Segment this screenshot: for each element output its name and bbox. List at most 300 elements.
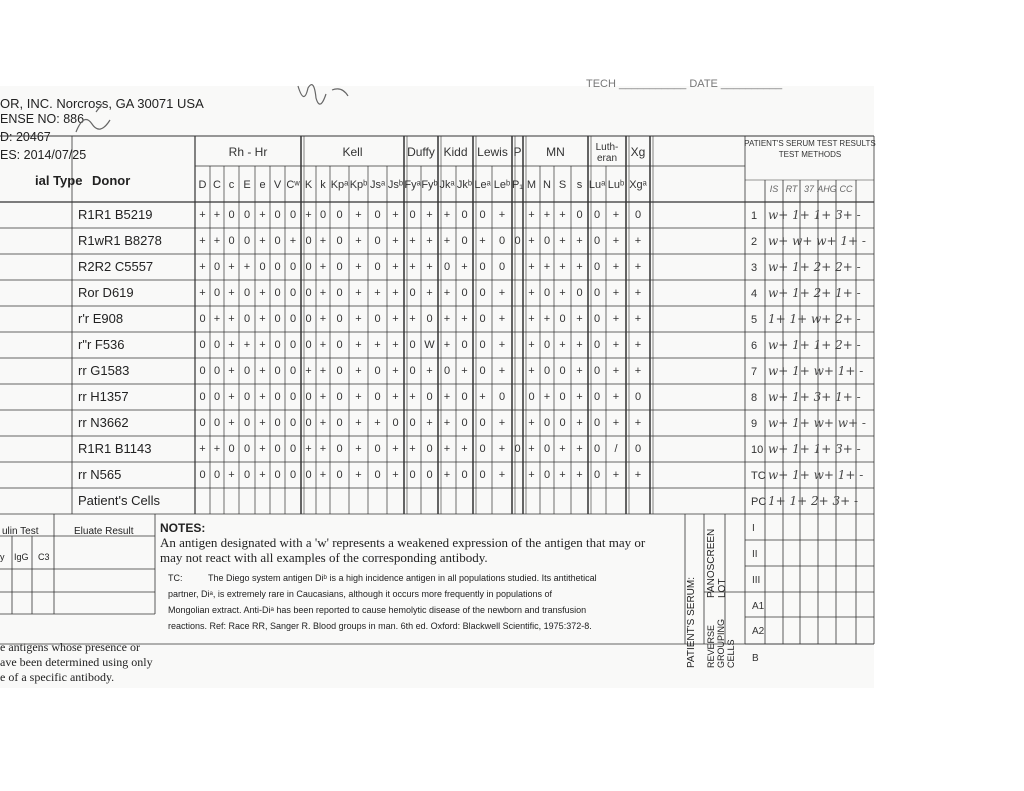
donor-name-2: R2R2 C5557 bbox=[78, 259, 154, 274]
antigen-header-0: D bbox=[198, 179, 207, 191]
cell-9-1: + bbox=[213, 443, 221, 455]
cell-0-5: 0 bbox=[274, 209, 281, 221]
cell-8-10: + bbox=[355, 417, 362, 429]
cell-7-8: + bbox=[319, 391, 327, 403]
cell-9-2: 0 bbox=[228, 443, 235, 455]
cell-7-15: + bbox=[443, 391, 451, 403]
cell-5-21: 0 bbox=[543, 339, 551, 351]
cell-2-23: + bbox=[576, 261, 583, 273]
donor-name-5: r"r F536 bbox=[78, 337, 125, 352]
cell-6-3: 0 bbox=[243, 365, 251, 377]
antigen-header-26: Xgᵃ bbox=[629, 179, 647, 191]
cell-4-4: + bbox=[259, 313, 266, 325]
cell-9-26: 0 bbox=[634, 443, 642, 455]
cell-0-1: + bbox=[213, 209, 221, 221]
cell-9-6: 0 bbox=[289, 443, 297, 455]
cell-9-0: + bbox=[199, 443, 206, 455]
cell-1-9: 0 bbox=[336, 235, 343, 247]
screen-row-3: A1 bbox=[752, 601, 765, 612]
cell-6-17: 0 bbox=[479, 365, 486, 377]
cell-4-18: + bbox=[498, 313, 506, 325]
cell-3-25: + bbox=[612, 287, 620, 299]
cell-1-11: 0 bbox=[374, 235, 381, 247]
method-label-4: CC bbox=[839, 184, 853, 194]
cell-8-14: + bbox=[426, 417, 433, 429]
cell-7-9: 0 bbox=[336, 391, 343, 403]
cell-2-17: 0 bbox=[479, 261, 486, 273]
cell-8-9: 0 bbox=[336, 417, 343, 429]
cell-4-12: + bbox=[392, 313, 399, 325]
cell-8-18: + bbox=[498, 417, 506, 429]
cell-1-22: + bbox=[559, 235, 566, 247]
cell-0-8: 0 bbox=[319, 209, 327, 221]
cell-1-8: + bbox=[319, 235, 327, 247]
cell-0-14: + bbox=[426, 209, 433, 221]
cell-1-5: 0 bbox=[274, 235, 281, 247]
screen-row-5: B bbox=[752, 653, 759, 664]
cell-7-3: 0 bbox=[243, 391, 251, 403]
company-address: OR, INC. Norcross, GA 30071 USA bbox=[0, 96, 204, 111]
cell-4-26: + bbox=[634, 313, 642, 325]
cell-6-18: + bbox=[498, 365, 506, 377]
cell-2-11: 0 bbox=[374, 261, 381, 273]
cell-6-20: + bbox=[528, 365, 535, 377]
cell-2-3: + bbox=[243, 261, 251, 273]
cell-5-18: + bbox=[498, 339, 506, 351]
cell-3-4: + bbox=[259, 287, 266, 299]
cell-6-23: + bbox=[576, 365, 583, 377]
method-label-0: IS bbox=[769, 184, 779, 194]
cell-0-10: + bbox=[355, 209, 362, 221]
cell-10-9: 0 bbox=[336, 469, 343, 481]
cell-5-24: 0 bbox=[593, 339, 601, 351]
row-number-11: PC bbox=[751, 496, 767, 508]
row-number-10: TC bbox=[751, 470, 766, 482]
row-results-7: w+ 1+ 3+ 1+ - bbox=[768, 390, 861, 404]
cell-1-1: + bbox=[213, 235, 221, 247]
cell-4-13: + bbox=[409, 313, 416, 325]
cell-5-3: + bbox=[243, 339, 251, 351]
cell-4-25: + bbox=[612, 313, 620, 325]
method-label-1: RT bbox=[785, 184, 798, 194]
cell-7-25: + bbox=[612, 391, 620, 403]
cell-2-25: + bbox=[612, 261, 620, 273]
cell-5-20: + bbox=[528, 339, 535, 351]
cell-10-22: + bbox=[559, 469, 566, 481]
cell-9-12: + bbox=[392, 443, 399, 455]
cell-2-24: 0 bbox=[593, 261, 601, 273]
cell-2-9: 0 bbox=[336, 261, 343, 273]
cell-8-0: 0 bbox=[199, 417, 206, 429]
cell-9-24: 0 bbox=[593, 443, 601, 455]
row-number-4: 5 bbox=[751, 314, 758, 326]
footnote-line-2: ave been determined using only bbox=[0, 655, 153, 669]
cell-1-19: 0 bbox=[514, 235, 521, 247]
cell-6-16: + bbox=[461, 365, 468, 377]
cell-7-13: + bbox=[409, 391, 416, 403]
cell-3-7: 0 bbox=[305, 287, 312, 299]
group-label-8: Xg bbox=[630, 145, 646, 159]
row-number-8: 9 bbox=[751, 418, 758, 430]
cell-8-2: + bbox=[228, 417, 235, 429]
cell-0-23: 0 bbox=[576, 209, 583, 221]
cell-9-25: / bbox=[614, 443, 618, 455]
tc-line-1: The Diego system antigen Diᵇ is a high incidence antigen in all populations studied. Its antithetical bbox=[208, 573, 597, 583]
cell-7-16: 0 bbox=[461, 391, 468, 403]
cell-2-7: 0 bbox=[305, 261, 312, 273]
cell-6-5: 0 bbox=[274, 365, 281, 377]
cell-3-10: + bbox=[355, 287, 362, 299]
footnote-line-1: e antigens whose presence or bbox=[0, 640, 140, 654]
cell-6-11: 0 bbox=[374, 365, 381, 377]
cell-6-13: 0 bbox=[409, 365, 416, 377]
donor-name-1: R1wR1 B8278 bbox=[78, 233, 162, 248]
cell-4-8: + bbox=[319, 313, 327, 325]
patients-serum-label: PATIENT'S SERUM: bbox=[686, 577, 697, 668]
row-results-6: w+ 1+ w+ 1+ - bbox=[768, 364, 864, 378]
cell-3-20: + bbox=[528, 287, 535, 299]
expiration-date: ES: 2014/07/25 bbox=[0, 148, 87, 162]
cell-0-4: + bbox=[259, 209, 266, 221]
antigen-header-13: Fyᵃ bbox=[404, 179, 421, 191]
group-label-0: Rh - Hr bbox=[228, 145, 268, 159]
donor-name-3: Ror D619 bbox=[78, 285, 134, 300]
row-number-6: 7 bbox=[751, 366, 758, 378]
cell-5-16: 0 bbox=[461, 339, 468, 351]
row-number-2: 3 bbox=[751, 262, 758, 274]
cell-4-10: + bbox=[355, 313, 362, 325]
row-number-0: 1 bbox=[751, 210, 758, 222]
cell-1-26: + bbox=[634, 235, 642, 247]
cell-9-16: + bbox=[461, 443, 468, 455]
cell-5-12: + bbox=[392, 339, 399, 351]
cell-5-11: + bbox=[374, 339, 381, 351]
cell-8-12: 0 bbox=[392, 417, 399, 429]
cell-5-23: + bbox=[576, 339, 583, 351]
cell-2-26: + bbox=[634, 261, 642, 273]
cell-4-11: 0 bbox=[374, 313, 381, 325]
cell-1-4: + bbox=[259, 235, 266, 247]
cell-9-3: 0 bbox=[243, 443, 251, 455]
cell-1-20: + bbox=[528, 235, 535, 247]
results-header-2: TEST METHODS bbox=[778, 150, 842, 159]
cell-4-0: 0 bbox=[199, 313, 206, 325]
cell-8-26: + bbox=[634, 417, 642, 429]
notes-line-1: An antigen designated with a 'w' represents a weakened expression of the antigen that may or bbox=[160, 535, 646, 550]
cell-1-3: 0 bbox=[243, 235, 251, 247]
cell-6-9: 0 bbox=[336, 365, 343, 377]
cell-3-18: + bbox=[498, 287, 506, 299]
cell-5-6: 0 bbox=[289, 339, 297, 351]
tc-line-4: reactions. Ref: Race RR, Sanger R. Blood groups in man. 6th ed. Oxford: Blackwell Scientific, 1975:372-8. bbox=[168, 621, 592, 631]
row-number-9: 10 bbox=[751, 444, 764, 456]
cell-7-7: 0 bbox=[305, 391, 312, 403]
tc-line-3: Mongolian extract. Anti-Diᵃ has been reported to cause hemolytic disease of the newborn and transfusion bbox=[168, 605, 587, 615]
cell-2-18: 0 bbox=[498, 261, 506, 273]
cell-3-24: 0 bbox=[593, 287, 601, 299]
donor-name-7: rr H1357 bbox=[78, 389, 129, 404]
antigen-header-7: K bbox=[304, 179, 313, 191]
cell-7-18: 0 bbox=[498, 391, 506, 403]
cell-3-16: 0 bbox=[461, 287, 468, 299]
group-label-luth-1: Luth- bbox=[595, 142, 619, 153]
tech-date-line: TECH ___________ DATE __________ bbox=[586, 78, 783, 90]
cell-8-23: + bbox=[576, 417, 583, 429]
cell-8-25: + bbox=[612, 417, 620, 429]
cell-10-24: 0 bbox=[593, 469, 601, 481]
cell-1-12: + bbox=[392, 235, 399, 247]
cell-9-13: + bbox=[409, 443, 416, 455]
tc-label: TC: bbox=[168, 573, 183, 583]
donor-name-6: rr G1583 bbox=[78, 363, 130, 378]
cell-8-20: + bbox=[528, 417, 535, 429]
antigen-header-14: Fyᵇ bbox=[421, 179, 438, 191]
lot-number: D: 20467 bbox=[0, 130, 51, 144]
cell-10-18: + bbox=[498, 469, 506, 481]
reverse-grouping-label: REVERSE GROUPING CELLS bbox=[706, 618, 736, 668]
cell-6-1: 0 bbox=[213, 365, 221, 377]
cell-10-8: + bbox=[319, 469, 327, 481]
cell-7-12: + bbox=[392, 391, 399, 403]
cell-2-15: 0 bbox=[443, 261, 451, 273]
cell-5-5: 0 bbox=[274, 339, 281, 351]
cell-1-13: + bbox=[409, 235, 416, 247]
group-label-1: Kell bbox=[342, 145, 363, 159]
cell-4-24: 0 bbox=[593, 313, 601, 325]
cell-2-8: + bbox=[319, 261, 327, 273]
antigen-header-23: s bbox=[576, 179, 583, 191]
cell-3-5: 0 bbox=[274, 287, 281, 299]
cell-5-15: + bbox=[443, 339, 451, 351]
group-label-4: Lewis bbox=[477, 145, 508, 159]
cell-2-12: + bbox=[392, 261, 399, 273]
cell-4-21: + bbox=[543, 313, 551, 325]
cell-3-3: 0 bbox=[243, 287, 251, 299]
cell-5-8: + bbox=[319, 339, 327, 351]
antigen-header-2: c bbox=[228, 179, 235, 191]
panoscreen-lot-label: PANOSCREEN LOT bbox=[706, 528, 728, 598]
cell-4-16: + bbox=[461, 313, 468, 325]
donor-name-11: Patient's Cells bbox=[78, 493, 160, 508]
cell-9-14: 0 bbox=[426, 443, 433, 455]
cell-6-12: + bbox=[392, 365, 399, 377]
cell-8-4: + bbox=[259, 417, 266, 429]
cell-3-17: 0 bbox=[479, 287, 486, 299]
cell-1-16: 0 bbox=[461, 235, 468, 247]
cell-4-6: 0 bbox=[289, 313, 297, 325]
cell-10-7: 0 bbox=[305, 469, 312, 481]
cell-7-14: 0 bbox=[426, 391, 433, 403]
row-results-4: 1+ 1+ w+ 2+ - bbox=[768, 312, 861, 326]
cell-3-23: 0 bbox=[576, 287, 583, 299]
cell-5-9: 0 bbox=[336, 339, 343, 351]
antigen-header-8: k bbox=[320, 179, 326, 191]
ig-label-c3: C3 bbox=[38, 552, 50, 562]
cell-1-6: + bbox=[289, 235, 297, 247]
method-label-2: 37 bbox=[803, 184, 815, 194]
cell-5-14: W bbox=[424, 339, 435, 351]
cell-4-2: + bbox=[228, 313, 235, 325]
cell-3-22: + bbox=[559, 287, 566, 299]
cell-10-21: 0 bbox=[543, 469, 551, 481]
antigen-header-10: Kpᵇ bbox=[349, 179, 368, 191]
cell-9-17: 0 bbox=[479, 443, 486, 455]
cell-0-6: 0 bbox=[289, 209, 297, 221]
cell-2-13: + bbox=[409, 261, 416, 273]
cell-5-0: 0 bbox=[199, 339, 206, 351]
antigen-header-19: P₁ bbox=[511, 179, 524, 191]
cell-2-21: + bbox=[543, 261, 551, 273]
group-label-luth-2: eran bbox=[596, 153, 618, 164]
cell-3-15: + bbox=[443, 287, 451, 299]
cell-4-17: 0 bbox=[479, 313, 486, 325]
row-results-2: w+ 1+ 2+ 2+ - bbox=[768, 260, 861, 274]
cell-8-5: 0 bbox=[274, 417, 281, 429]
cell-1-24: 0 bbox=[593, 235, 601, 247]
cell-6-14: + bbox=[426, 365, 433, 377]
cell-10-14: 0 bbox=[426, 469, 433, 481]
cell-10-17: 0 bbox=[479, 469, 486, 481]
cell-3-6: 0 bbox=[289, 287, 297, 299]
cell-7-0: 0 bbox=[199, 391, 206, 403]
cell-6-6: 0 bbox=[289, 365, 297, 377]
cell-6-10: + bbox=[355, 365, 362, 377]
cell-5-17: 0 bbox=[479, 339, 486, 351]
cell-9-23: + bbox=[576, 443, 583, 455]
cell-10-11: 0 bbox=[374, 469, 381, 481]
cell-2-6: 0 bbox=[289, 261, 297, 273]
row-results-0: w+ 1+ 1+ 3+ - bbox=[768, 208, 861, 222]
group-label-2: Duffy bbox=[407, 145, 435, 159]
cell-3-8: + bbox=[319, 287, 327, 299]
cell-10-6: 0 bbox=[289, 469, 297, 481]
cell-9-21: 0 bbox=[543, 443, 551, 455]
antigen-header-9: Kpᵃ bbox=[330, 179, 349, 191]
cell-4-5: 0 bbox=[274, 313, 281, 325]
cell-2-4: 0 bbox=[259, 261, 266, 273]
cell-8-7: 0 bbox=[305, 417, 312, 429]
group-label-3: Kidd bbox=[443, 145, 468, 159]
cell-7-21: + bbox=[543, 391, 551, 403]
antiglobulin-test-header: ulin Test bbox=[2, 526, 39, 537]
cell-6-4: + bbox=[259, 365, 266, 377]
cell-9-15: + bbox=[443, 443, 451, 455]
cell-2-22: + bbox=[559, 261, 566, 273]
cell-8-15: + bbox=[443, 417, 451, 429]
cell-1-18: 0 bbox=[498, 235, 506, 247]
cell-10-13: 0 bbox=[409, 469, 416, 481]
cell-9-4: + bbox=[259, 443, 266, 455]
cell-3-11: + bbox=[374, 287, 381, 299]
cell-10-26: + bbox=[634, 469, 642, 481]
notes-title: NOTES: bbox=[160, 521, 206, 535]
cell-1-7: 0 bbox=[305, 235, 312, 247]
cell-3-9: 0 bbox=[336, 287, 343, 299]
cell-3-12: + bbox=[392, 287, 399, 299]
cell-4-15: + bbox=[443, 313, 451, 325]
antigen-header-12: Jsᵇ bbox=[387, 179, 404, 191]
screen-row-2: III bbox=[752, 575, 761, 586]
antigen-header-6: Cʷ bbox=[286, 179, 300, 191]
cell-0-15: + bbox=[443, 209, 451, 221]
donor-name-9: R1R1 B1143 bbox=[78, 441, 152, 456]
footnote-line-3: e of a specific antibody. bbox=[0, 670, 115, 684]
cell-1-25: + bbox=[612, 235, 620, 247]
antigen-header-25: Luᵇ bbox=[607, 179, 625, 191]
cell-3-13: 0 bbox=[409, 287, 416, 299]
handwritten-scribbles bbox=[70, 82, 450, 142]
antigen-header-20: M bbox=[526, 179, 537, 191]
cell-10-10: + bbox=[355, 469, 362, 481]
cell-0-18: + bbox=[498, 209, 506, 221]
ig-label-poly: y bbox=[0, 552, 5, 562]
eluate-result-header: Eluate Result bbox=[74, 526, 134, 537]
cell-1-14: + bbox=[426, 235, 433, 247]
cell-0-3: 0 bbox=[243, 209, 251, 221]
cell-8-13: 0 bbox=[409, 417, 416, 429]
cell-10-20: + bbox=[528, 469, 535, 481]
cell-0-20: + bbox=[528, 209, 535, 221]
cell-1-0: + bbox=[199, 235, 206, 247]
cell-2-16: + bbox=[461, 261, 468, 273]
cell-1-15: + bbox=[443, 235, 451, 247]
cell-5-7: 0 bbox=[305, 339, 312, 351]
cell-8-22: 0 bbox=[559, 417, 566, 429]
cell-1-17: + bbox=[479, 235, 486, 247]
cell-0-11: 0 bbox=[374, 209, 381, 221]
cell-9-18: + bbox=[498, 443, 506, 455]
cell-5-13: 0 bbox=[409, 339, 416, 351]
cell-8-24: 0 bbox=[593, 417, 601, 429]
cell-6-26: + bbox=[634, 365, 642, 377]
cell-0-24: 0 bbox=[593, 209, 601, 221]
cell-7-6: 0 bbox=[289, 391, 297, 403]
cell-7-11: 0 bbox=[374, 391, 381, 403]
antigen-header-4: e bbox=[259, 179, 266, 191]
cell-3-2: + bbox=[228, 287, 235, 299]
antigen-header-17: Leᵃ bbox=[474, 179, 491, 191]
row-number-1: 2 bbox=[751, 236, 758, 248]
cell-0-25: + bbox=[612, 209, 620, 221]
group-label-5: P bbox=[513, 145, 522, 159]
cell-1-2: 0 bbox=[228, 235, 235, 247]
cell-5-4: + bbox=[259, 339, 266, 351]
cell-0-26: 0 bbox=[634, 209, 642, 221]
row-number-3: 4 bbox=[751, 288, 758, 300]
cell-8-11: + bbox=[374, 417, 381, 429]
screen-row-1: II bbox=[752, 549, 758, 560]
cell-9-10: + bbox=[355, 443, 362, 455]
cell-10-12: + bbox=[392, 469, 399, 481]
group-label-6: MN bbox=[546, 145, 565, 159]
cell-6-22: 0 bbox=[559, 365, 566, 377]
cell-4-20: + bbox=[528, 313, 535, 325]
cell-6-25: + bbox=[612, 365, 620, 377]
cell-10-15: + bbox=[443, 469, 451, 481]
row-results-9: w+ 1+ 1+ 3+ - bbox=[768, 442, 861, 456]
cell-7-5: 0 bbox=[274, 391, 281, 403]
cell-7-24: 0 bbox=[593, 391, 601, 403]
ig-label-igg: IgG bbox=[14, 552, 29, 562]
cell-2-20: + bbox=[528, 261, 535, 273]
cell-10-4: + bbox=[259, 469, 266, 481]
cell-5-2: + bbox=[228, 339, 235, 351]
cell-0-13: 0 bbox=[409, 209, 416, 221]
cell-2-2: + bbox=[228, 261, 235, 273]
column-header-type: ial Type bbox=[35, 173, 83, 188]
screen-row-0: I bbox=[752, 523, 755, 534]
antigram-sheet bbox=[0, 78, 876, 688]
